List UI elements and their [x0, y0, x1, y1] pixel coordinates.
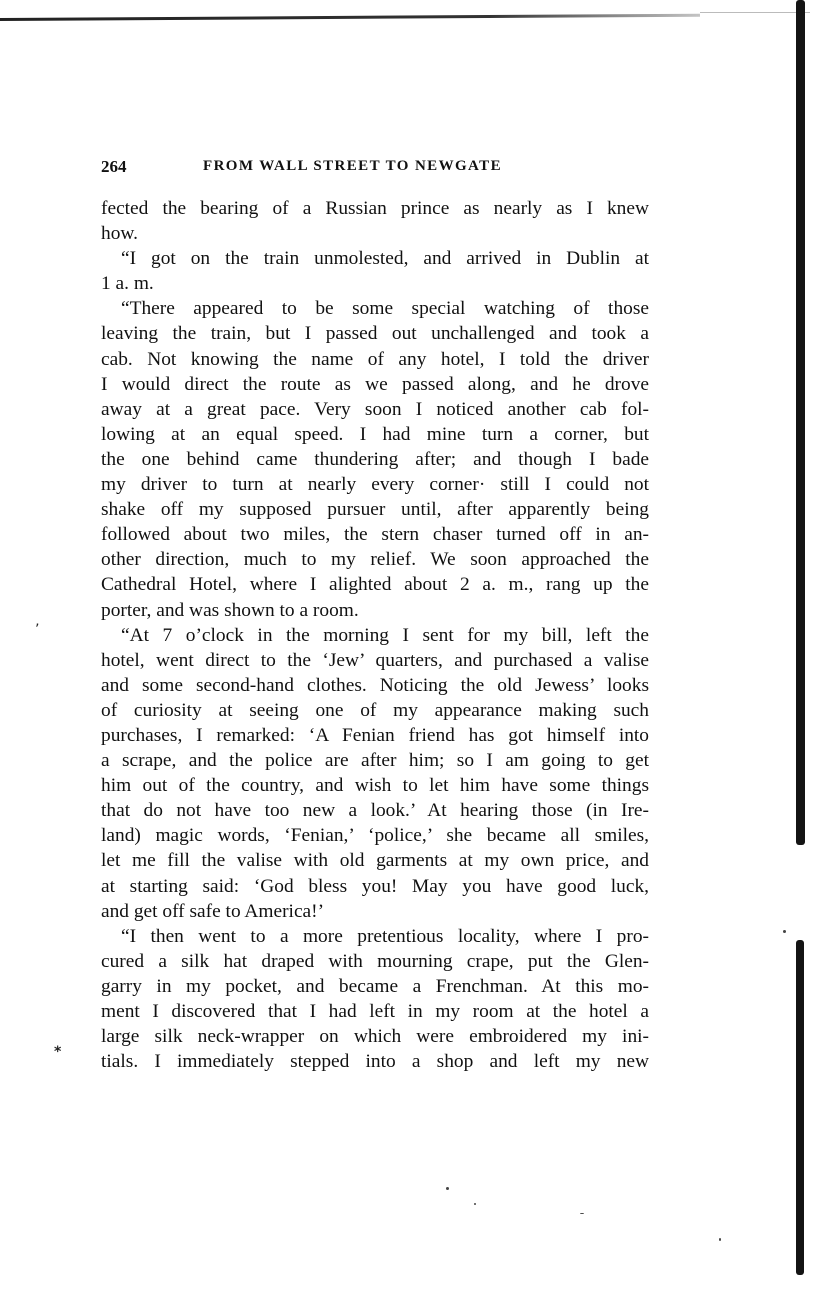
text-line: and get off safe to America!’ — [101, 900, 325, 922]
page-number: 264 — [101, 157, 127, 176]
scan-right-edge-shadow-lower — [796, 940, 804, 1275]
scan-top-edge-faint-line — [700, 12, 810, 13]
running-head-title: FROM WALL STREET TO NEWGATE — [203, 158, 502, 174]
text-line: land) magic words, ‘Fenian,’ ‘police,’ she became all smiles, — [101, 825, 649, 847]
scan-speck — [580, 1213, 584, 1214]
text-line: let me fill the valise with old garments at my own price, and — [101, 850, 649, 872]
text-line: Cathedral Hotel, where I alighted about 2 a. m., rang up the — [101, 574, 649, 596]
text-line: large silk neck-wrapper on which were embroidered my ini- — [101, 1026, 649, 1048]
body-text — [101, 196, 649, 1074]
text-line: other direction, much to my relief. We soon approached the — [101, 549, 649, 571]
text-line: porter, and was shown to a room. — [101, 599, 359, 621]
text-line: him out of the country, and wish to let him have some things — [101, 775, 649, 797]
text-line: garry in my pocket, and became a Frenchman. At this mo- — [101, 975, 649, 997]
text-line: my driver to turn at nearly every corner· still I could not — [101, 474, 649, 496]
scan-speck — [474, 1203, 476, 1205]
text-line: “There appeared to be some special watching of those — [121, 298, 649, 320]
text-line: followed about two miles, the stern chaser turned off in an- — [101, 524, 649, 546]
text-line: leaving the train, but I passed out unchallenged and took a — [101, 323, 649, 345]
scan-speck — [783, 930, 786, 933]
text-line: the one behind came thundering after; and though I bade — [101, 448, 649, 470]
margin-pencil-mark: ’ — [35, 622, 40, 638]
text-line: ment I discovered that I had left in my room at the hotel a — [101, 1001, 649, 1022]
text-line: “I then went to a more pretentious locality, where I pro- — [121, 925, 649, 947]
page-header — [101, 157, 649, 181]
text-line: away at a great pace. Very soon I noticed another cab fol- — [101, 398, 649, 420]
text-line: tials. I immediately stepped into a shop and left my new — [101, 1051, 649, 1073]
text-line: at starting said: ‘God bless you! May you have good luck, — [101, 875, 649, 897]
text-line: cured a silk hat draped with mourning crape, put the Glen- — [101, 950, 649, 972]
margin-star-mark: * — [54, 1044, 62, 1060]
text-line: hotel, went direct to the ‘Jew’ quarters, and purchased a valise — [101, 649, 649, 671]
text-line: fected the bearing of a Russian prince as nearly as I knew — [101, 198, 649, 219]
text-line: shake off my supposed pursuer until, after apparently being — [101, 499, 649, 521]
text-line: that do not have too new a look.’ At hearing those (in Ire- — [101, 800, 649, 822]
text-line: and some second-hand clothes. Noticing the old Jewess’ looks — [101, 674, 649, 696]
text-line: of curiosity at seeing one of my appearance making such — [101, 699, 649, 721]
scan-speck — [719, 1238, 721, 1241]
text-line: I would direct the route as we passed along, and he drove — [101, 373, 649, 395]
text-line: “I got on the train unmolested, and arrived in Dublin at — [121, 248, 649, 270]
text-line: cab. Not knowing the name of any hotel, I told the driver — [101, 348, 649, 370]
text-line: purchases, I remarked: ‘A Fenian friend has got himself into — [101, 724, 649, 746]
scan-speck — [446, 1187, 449, 1190]
scan-right-edge-shadow-upper — [796, 0, 805, 845]
text-line: “At 7 o’clock in the morning I sent for my bill, left the — [121, 624, 649, 646]
text-line: lowing at an equal speed. I had mine turn a corner, but — [101, 423, 649, 445]
scan-top-edge-line — [0, 14, 700, 21]
text-line: a scrape, and the police are after him; so I am going to get — [101, 750, 649, 772]
text-line: how. — [101, 223, 138, 245]
text-line: 1 a. m. — [101, 273, 154, 295]
